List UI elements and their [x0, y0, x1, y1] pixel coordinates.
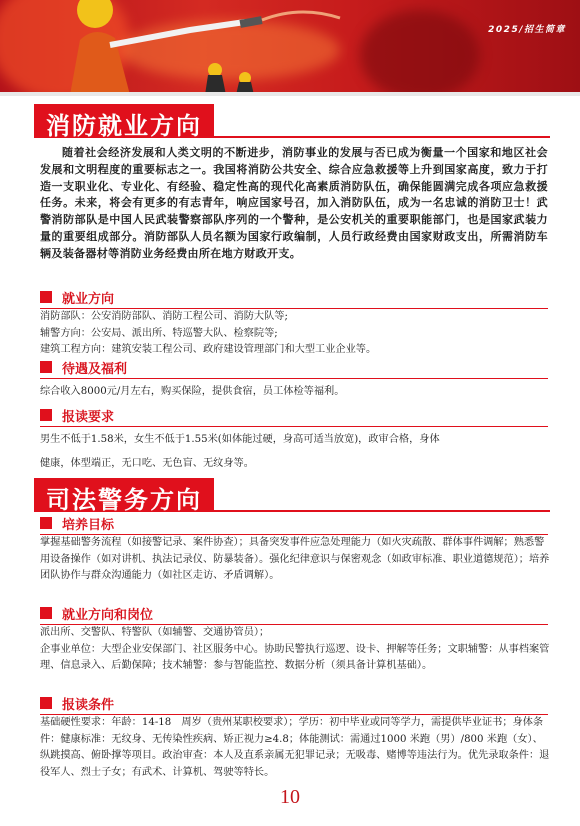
- benefits-text: [40, 384, 552, 401]
- bullet-square-icon: [40, 291, 52, 303]
- subheading-conditions: [40, 694, 548, 712]
- section-title-fire: 消防就业方向: [46, 112, 202, 140]
- training-text: [40, 535, 552, 585]
- brand-tag: 2025/招生简章: [488, 25, 566, 35]
- section-title-police: 司法警务方向: [46, 486, 202, 514]
- subheading-employment: [40, 288, 548, 306]
- subheading-benefits: [40, 358, 548, 376]
- requirements-text: [40, 428, 552, 476]
- subheading-label: 就业方向和岗位: [62, 608, 154, 623]
- subheading-label: 就业方向: [62, 292, 115, 307]
- subheading-label: 报读要求: [62, 410, 115, 425]
- list-item: 辅警方向：公安局、派出所、特巡警大队、检察院等;: [40, 327, 278, 339]
- conditions-paragraph: 基础硬性要求：年龄：14-18 周岁（贵州某职校要求）；学历：初中毕业或同等学力，需提供毕业证书；身体条件：健康标准：无纹身、无传染性疾病、矫正视力≥4.8；体能测试：需通过1000 米跑（男）/800 米跑（女）、纵跳摸高、俯卧撑等项目。政治审查：本人及直系亲属无犯罪记录；无吸毒、赌博等违法行为。优先录取条件：退役军人、烈士子女；有武术、计算机、驾驶等特长。: [40, 717, 550, 778]
- page-number: 10: [280, 786, 300, 808]
- subheading-label: 待遇及福利: [62, 362, 128, 377]
- jobs-line: 派出所、交警队、特警队（如辅警、交通协管员）；: [40, 627, 270, 638]
- employment-list: [40, 309, 552, 359]
- subheading-training: [40, 514, 548, 532]
- bullet-square-icon: [40, 517, 52, 529]
- fire-intro-paragraph: 随着社会经济发展和人类文明的不断进步，消防事业的发展与否已成为衡量一个国家和地区社会发展和文明程度的重要标志之一。我国将消防公共安全、综合应急救援等上升到国家高度，致力于打造一支职业化、专业化、有经验、稳定性高的现代化高素质消防队伍，确保能圆满完成各项应急救援任务。未来，将会有更多的有志青年，响应国家号召，加入消防队伍，成为一名忠诚的消防卫士！武警消防部队是中国人民武装警察部队序列的一个警种，是公安机关的重要职能部门，也是国家武装力量的重要组成部分。消防部队人员名额为国家行政编制，人员行政经费由国家财政支出，所需消防车辆及装备器材等消防业务经费由所在地方财政开支。: [40, 146, 548, 260]
- header-divider: [0, 92, 580, 96]
- benefits-line: 综合收入8000元/月左右，购买保险，提供食宿，员工体检等福利。: [40, 386, 345, 397]
- requirements-line: 男生不低于1.58米，女生不低于1.55米(如体能过硬，身高可适当放宽)，政审合格，身体: [40, 434, 440, 445]
- list-item: 消防部队：公安消防部队、消防工程公司、消防大队等;: [40, 311, 288, 322]
- jobs-line: 企事业单位：大型企业安保部门、社区服务中心。协助民警执行巡逻、设卡、押解等任务；文职辅警：从事档案管理、信息录入、后勤保障；技术辅警：参与智能监控、数据分析（须具备计算机基础）。: [40, 643, 550, 671]
- jobs-text: [40, 625, 552, 675]
- section-rule-fire: [214, 136, 550, 138]
- subheading-requirements: [40, 406, 548, 424]
- subheading-rule: [40, 426, 548, 427]
- conditions-text: [40, 715, 552, 781]
- bullet-square-icon: [40, 607, 52, 619]
- subheading-jobs: [40, 604, 548, 622]
- subheading-rule: [40, 378, 548, 379]
- section-banner-fire: [34, 104, 214, 138]
- requirements-line: 健康，体型端正，无口吃、无色盲、无纹身等。: [40, 458, 254, 469]
- bullet-square-icon: [40, 361, 52, 373]
- section-banner-police: [34, 478, 214, 512]
- section-rule-police: [214, 510, 550, 512]
- bullet-square-icon: [40, 697, 52, 709]
- header-banner: [0, 0, 580, 92]
- subheading-label: 报读条件: [62, 698, 115, 713]
- list-item: 建筑工程方向：建筑安装工程公司、政府建设管理部门和大型工业企业等。: [40, 344, 377, 355]
- firefighter-illustration: [40, 0, 370, 92]
- training-paragraph: 掌握基础警务流程（如接警记录、案件协查）；具备突发事件应急处理能力（如火灾疏散、群体事件调解；熟悉警用设备操作（如对讲机、执法记录仪、防暴装备）。强化纪律意识与保密观念（如政审标准、职业道德规范）；培养团队协作与群众沟通能力（如社区走访、矛盾调解）。: [40, 537, 550, 581]
- subheading-label: 培养目标: [62, 518, 115, 533]
- bullet-square-icon: [40, 409, 52, 421]
